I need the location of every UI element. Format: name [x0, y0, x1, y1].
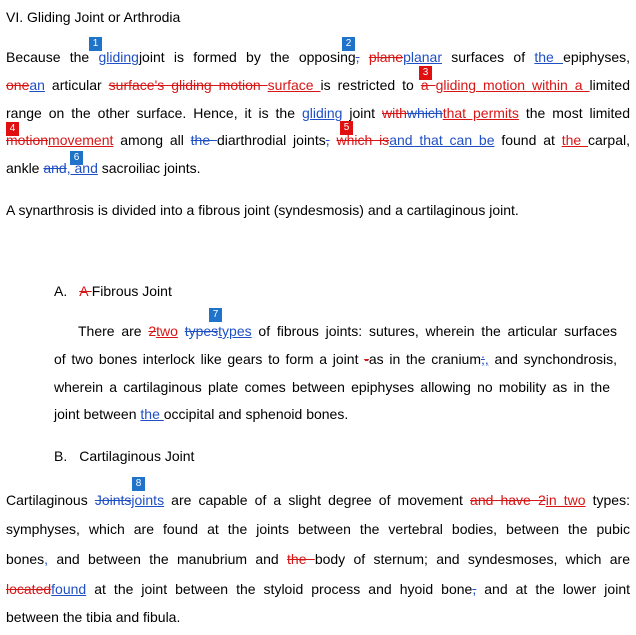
paragraph-line: Cartilaginous Jointsjoints are capable of a slight degree of movement and have 2in two types:: [6, 492, 630, 508]
heading-cartilaginous-joint: B. Cartilaginous Joint: [54, 448, 195, 464]
comment-marker-5[interactable]: 5: [340, 121, 353, 135]
section-title: VI. Gliding Joint or Arthrodia: [6, 9, 181, 25]
paragraph-line: bones, and between the manubrium and the body of sternum; and syndesmoses, which are: [6, 551, 631, 567]
comment-marker-7[interactable]: 7: [209, 308, 222, 322]
paragraph-line: ankle and, and sacroiliac joints.: [6, 160, 201, 176]
paragraph-line: wherein a cartilaginous plate comes between epiphyses allowing no mobility as in the: [54, 379, 610, 395]
heading-fibrous-joint: A. A Fibrous Joint: [54, 283, 172, 299]
comment-marker-1[interactable]: 1: [89, 37, 102, 51]
paragraph-line: symphyses, which are found at the joints between the vertebral bodies, between the pubic: [6, 521, 630, 537]
paragraph-line: onean articular surface's gliding motion surface is restricted to a gliding motion within a limited: [6, 77, 630, 93]
comment-marker-8[interactable]: 8: [132, 477, 145, 491]
paragraph-line: joint between the occipital and sphenoid bones.: [54, 406, 349, 422]
paragraph-line: There are 2two typestypes of fibrous joints: sutures, wherein the articular surfaces: [78, 323, 617, 339]
paragraph-line: motionmovement among all the diarthrodial joints, which isand that can be found at the carpal,: [6, 132, 631, 148]
paragraph-line: between the tibia and fibula.: [6, 609, 181, 625]
comment-marker-3[interactable]: 3: [419, 66, 432, 80]
comment-marker-2[interactable]: 2: [342, 37, 355, 51]
paragraph-line: locatedfound at the joint between the styloid process and hyoid bone, and at the lower joint: [6, 581, 630, 597]
paragraph-line: range on the other surface. Hence, it is the gliding joint withwhichthat permits the most limited: [6, 105, 630, 121]
comment-marker-6[interactable]: 6: [70, 151, 83, 165]
comment-marker-4[interactable]: 4: [6, 122, 19, 136]
paragraph-line: of two bones interlock like gears to form a joint -as in the cranium;, and synchondrosis,: [54, 351, 617, 367]
paragraph-line: Because the glidingjoint is formed by the opposing, planeplanar surfaces of the epiphyses,: [6, 49, 631, 65]
paragraph-synarthrosis: A synarthrosis is divided into a fibrous joint (syndesmosis) and a cartilaginous joint.: [6, 202, 519, 218]
